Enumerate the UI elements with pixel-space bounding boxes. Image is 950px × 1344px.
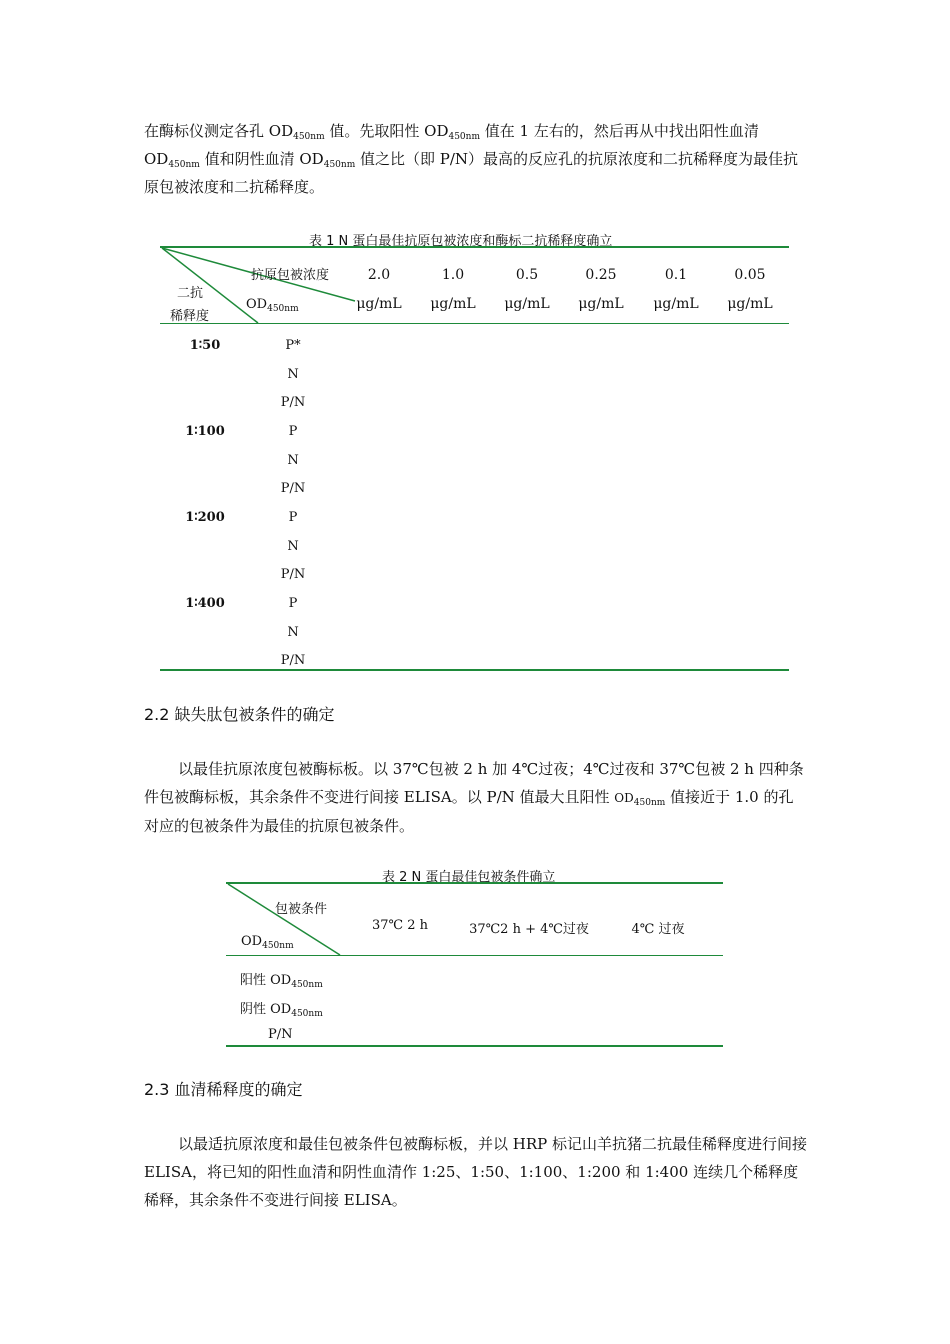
- table1-conc-0: 2.0: [367, 267, 391, 283]
- intro-sub-2: 450nm: [448, 132, 480, 142]
- table1-row-0-0: P*: [285, 338, 301, 353]
- intro-sub-3: 450nm: [168, 160, 200, 170]
- table1-conc-1: 1.0: [441, 267, 465, 283]
- table1-row-2-0: P: [288, 510, 298, 525]
- section22-heading: 2.2 缺失肽包被条件的确定: [144, 705, 335, 724]
- intro-text-1: 在酶标仪测定各孔 OD: [144, 122, 294, 140]
- table2-row-negative: [240, 998, 323, 1017]
- table1-row-1-2: P/N: [280, 481, 306, 496]
- table1-row-3-1: N: [287, 625, 299, 640]
- table2-row-pn: P/N: [268, 1027, 293, 1042]
- table1-corner-mid: [246, 297, 299, 312]
- table1-unit-1: μg/mL: [430, 296, 476, 312]
- table2-corner-bottom: [241, 934, 294, 949]
- table1-header-rule: [160, 323, 789, 324]
- table2-header-rule: [226, 955, 723, 956]
- table2-cond-1: 37℃2 h + 4℃过夜: [469, 922, 589, 937]
- section22-od: OD: [614, 791, 634, 805]
- section23-heading: 2.3 血清稀释度的确定: [144, 1080, 303, 1099]
- table2-cond-0: 37℃ 2 h: [372, 918, 428, 933]
- table2-caption: 表 2 N 蛋白最佳包被条件确立: [382, 870, 556, 885]
- table2-row-negative-text: 阴性 OD: [240, 1002, 292, 1017]
- intro-sub-4: 450nm: [323, 160, 356, 170]
- table1-row-1-1: N: [287, 453, 299, 468]
- table2-bottom-rule: [226, 1045, 723, 1047]
- table2-corner-top: 包被条件: [275, 902, 328, 917]
- table1-conc-5: 0.05: [734, 267, 766, 283]
- table1-row-2-2: P/N: [280, 567, 306, 582]
- table1-corner-left1: 二抗: [177, 286, 204, 301]
- table2-corner-bottom-sub: 450nm: [262, 941, 294, 951]
- table1-corner-mid-sub: 450nm: [267, 304, 299, 314]
- table1-row-0-1: N: [287, 367, 299, 382]
- table1-unit-2: μg/mL: [504, 296, 550, 312]
- table2-row-positive-sub: 450nm: [291, 980, 323, 990]
- table1-caption: 表 1 N 蛋白最佳抗原包被浓度和酶标二抗稀释度确立: [309, 234, 613, 249]
- intro-paragraph: [144, 117, 808, 201]
- section22-text-1: 以最佳抗原浓度包被酶标板。以 37℃包被 2 h 加 4℃过夜；4℃过夜和 37℃包被 2 h 四种条件包被酶标板，其余条件不变进行间接 ELISA。以 P/N 值最大且阳性: [144, 760, 804, 806]
- section23-paragraph: 以最适抗原浓度和最佳包被条件包被酶标板，并以 HRP 标记山羊抗猪二抗最佳稀释度进行间接 ELISA，将已知的阳性血清和阴性血清作 1:25、1:50、1:100、1:200 和 1:400 连续几个稀释度稀释，其余条件不变进行间接 ELISA。: [144, 1135, 808, 1209]
- intro-text-4: 值和阴性血清 OD: [199, 150, 324, 168]
- table2-row-negative-sub: 450nm: [291, 1009, 323, 1019]
- section22-text-2: 值接近于 1.0 的孔对应的包被条件为最佳的抗原包被条件。: [144, 788, 794, 835]
- table1-corner-mid-text: OD: [246, 297, 268, 312]
- table1-unit-5: μg/mL: [727, 296, 773, 312]
- table1-conc-2: 0.5: [515, 267, 539, 283]
- intro-text-3: 值在 1 左右的，然后再从中找出阳性血清 OD: [144, 122, 759, 168]
- table1-row-0-2: P/N: [280, 395, 306, 410]
- table1-row-3-0: P: [288, 596, 298, 611]
- table1-dilution-3: 1∶400: [185, 596, 225, 611]
- table1-dilution-0: 1∶50: [189, 338, 221, 353]
- table1-conc-3: 0.25: [585, 267, 617, 283]
- table1-bottom-rule: [160, 669, 789, 671]
- section22-paragraph: [144, 755, 808, 840]
- table1-unit-4: μg/mL: [653, 296, 699, 312]
- table1-row-1-0: P: [288, 424, 298, 439]
- table1-unit-0: μg/mL: [356, 296, 402, 312]
- intro-text-2: 值。先取阳性 OD: [324, 122, 449, 140]
- table2-corner-bottom-text: OD: [241, 934, 263, 949]
- table1-corner-left2: 稀释度: [170, 309, 210, 324]
- table1-dilution-1: 1∶100: [185, 424, 225, 439]
- table1-conc-4: 0.1: [664, 267, 688, 283]
- section22-sub: 450nm: [633, 798, 666, 808]
- intro-text-5: 值之比（即 P/N）最高的反应孔的抗原浓度和二抗稀释度为最佳抗原包被浓度和二抗稀释度。: [144, 150, 799, 196]
- table1-dilution-2: 1∶200: [185, 510, 225, 525]
- table1-corner-top: 抗原包被浓度: [251, 268, 330, 283]
- table1-row-3-2: P/N: [280, 653, 306, 668]
- table2-cond-2: 4℃ 过夜: [631, 922, 685, 937]
- intro-sub-1: 450nm: [293, 132, 325, 142]
- table1-unit-3: μg/mL: [578, 296, 624, 312]
- table2-row-positive-text: 阳性 OD: [240, 973, 292, 988]
- table1-row-2-1: N: [287, 539, 299, 554]
- table2-row-positive: [240, 969, 323, 988]
